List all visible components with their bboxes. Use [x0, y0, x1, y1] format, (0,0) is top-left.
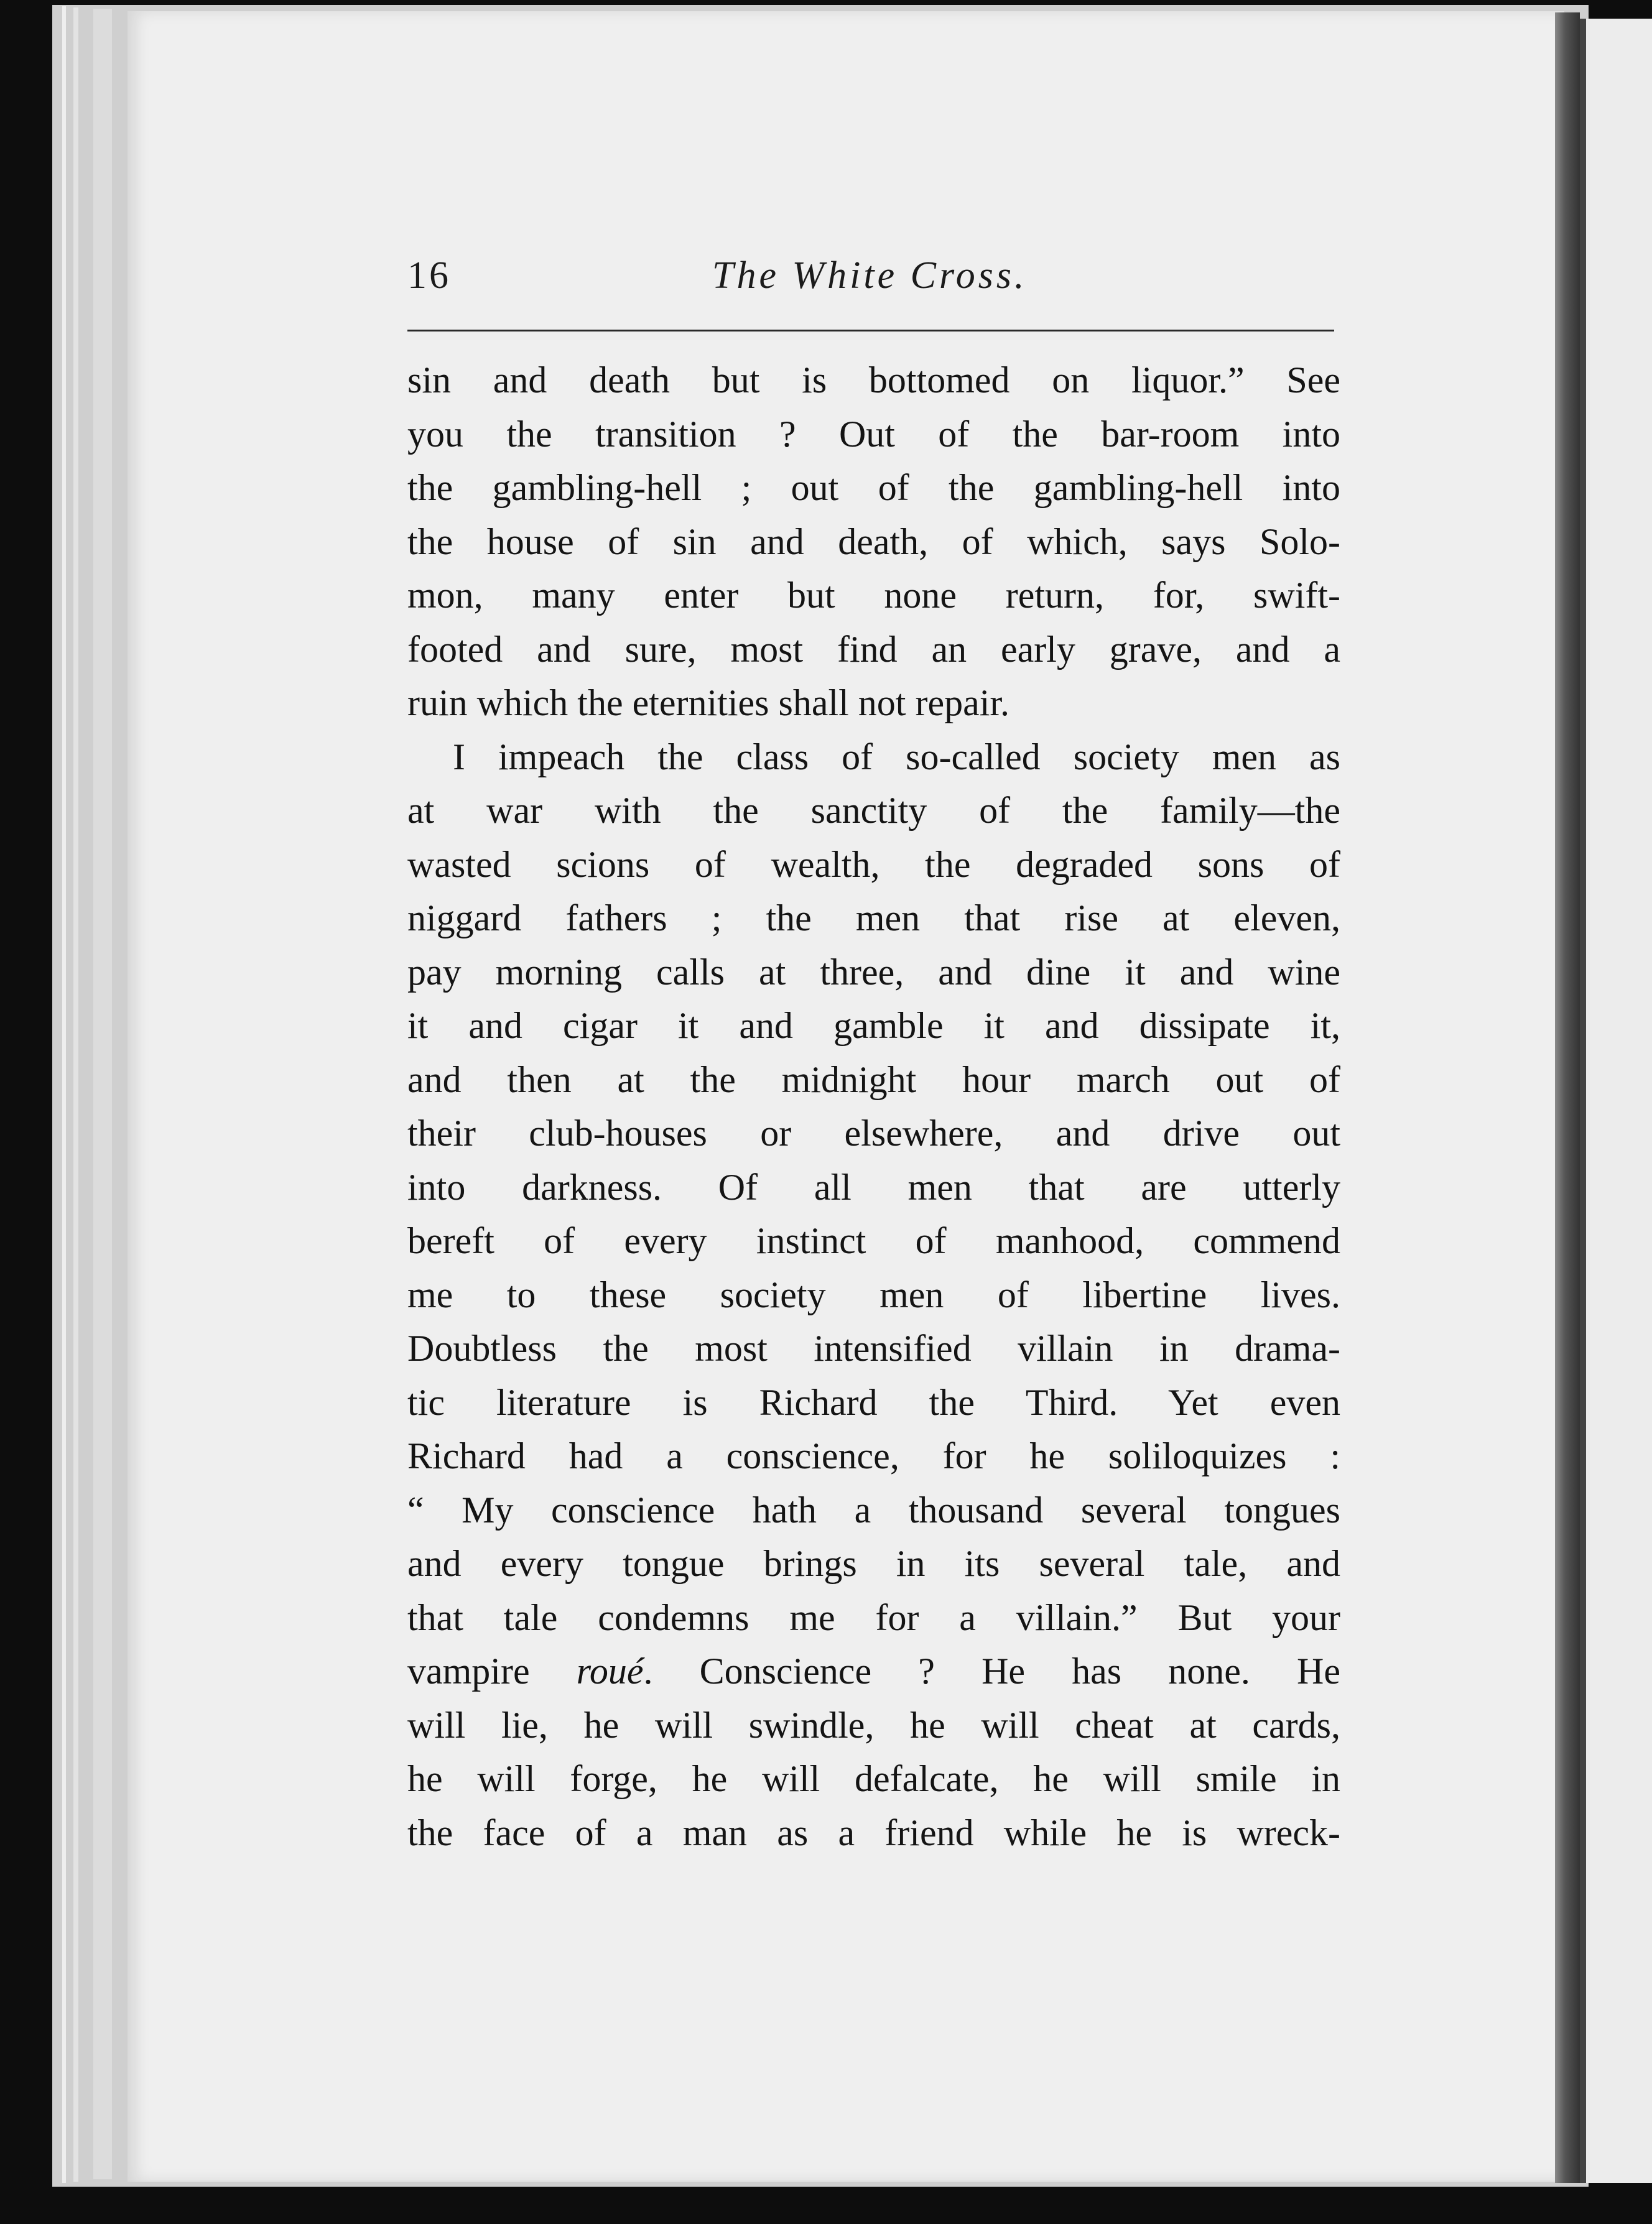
running-title: The White Cross. — [712, 254, 1028, 297]
text-line: the face of a man as a friend while he is wreck- — [407, 1812, 1340, 1853]
text-line: he will forge, he will defalcate, he will smile in — [407, 1758, 1340, 1799]
text-segment: vampire — [407, 1651, 577, 1692]
text-line: Richard had a conscience, for he soliloquizes : — [407, 1435, 1340, 1476]
text-line: mon, many enter but none return, for, swift- — [407, 575, 1340, 616]
text-line: will lie, he will swindle, he will cheat at cards, — [407, 1704, 1340, 1746]
text-line: “ My conscience hath a thousand several tongues — [407, 1489, 1340, 1531]
text-line: pay morning calls at three, and dine it and wine — [407, 951, 1340, 993]
text-line: me to these society men of libertine lives. — [407, 1274, 1340, 1315]
header-rule — [407, 330, 1334, 331]
text-line: into darkness. Of all men that are utterly — [407, 1166, 1340, 1208]
text-line: wasted scions of wealth, the degraded sons of — [407, 843, 1340, 885]
text-line: bereft of every instinct of manhood, commend — [407, 1220, 1340, 1261]
page-edge-line — [73, 7, 78, 2182]
text-line: their club-houses or elsewhere, and drive out — [407, 1113, 1340, 1154]
text-line: the house of sin and death, of which, says Solo- — [407, 521, 1340, 562]
text-line: ruin which the eternities shall not repair. — [407, 682, 1010, 723]
text-line: tic literature is Richard the Third. Yet even — [407, 1381, 1340, 1423]
body-text — [407, 353, 1340, 1860]
text-line: that tale condemns me for a villain.” But your — [407, 1596, 1340, 1638]
page-edge-line — [62, 6, 66, 2183]
book-binding-gutter — [1555, 12, 1580, 2183]
running-head — [407, 249, 1334, 317]
adjacent-page-shadow — [1580, 19, 1586, 2183]
italic-word: roué — [576, 1651, 644, 1692]
text-line: at war with the sanctity of the family—the — [407, 790, 1340, 831]
text-line: you the transition ? Out of the bar-room into — [407, 413, 1340, 455]
text-line: the gambling-hell ; out of the gambling-hell into — [407, 467, 1340, 508]
text-line: and then at the midnight hour march out of — [407, 1059, 1340, 1100]
text-segment: . Conscience ? He has none. He — [643, 1651, 1340, 1692]
page-edge-line — [93, 9, 112, 2179]
text-line: I impeach the class of so-called society men as — [453, 736, 1340, 777]
text-line: sin and death but is bottomed on liquor.” See — [407, 359, 1340, 401]
text-line: niggard fathers ; the men that rise at eleven, — [407, 897, 1340, 938]
text-line — [407, 1644, 1340, 1698]
text-line: it and cigar it and gamble it and dissipate it, — [407, 1005, 1340, 1046]
text-line: footed and sure, most find an early grave, and a — [407, 628, 1340, 670]
text-line: and every tongue brings in its several tale, and — [407, 1543, 1340, 1584]
text-line: Doubtless the most intensified villain in drama- — [407, 1328, 1340, 1369]
adjacent-page-edge — [1580, 19, 1652, 2183]
page-number: 16 — [407, 254, 451, 297]
